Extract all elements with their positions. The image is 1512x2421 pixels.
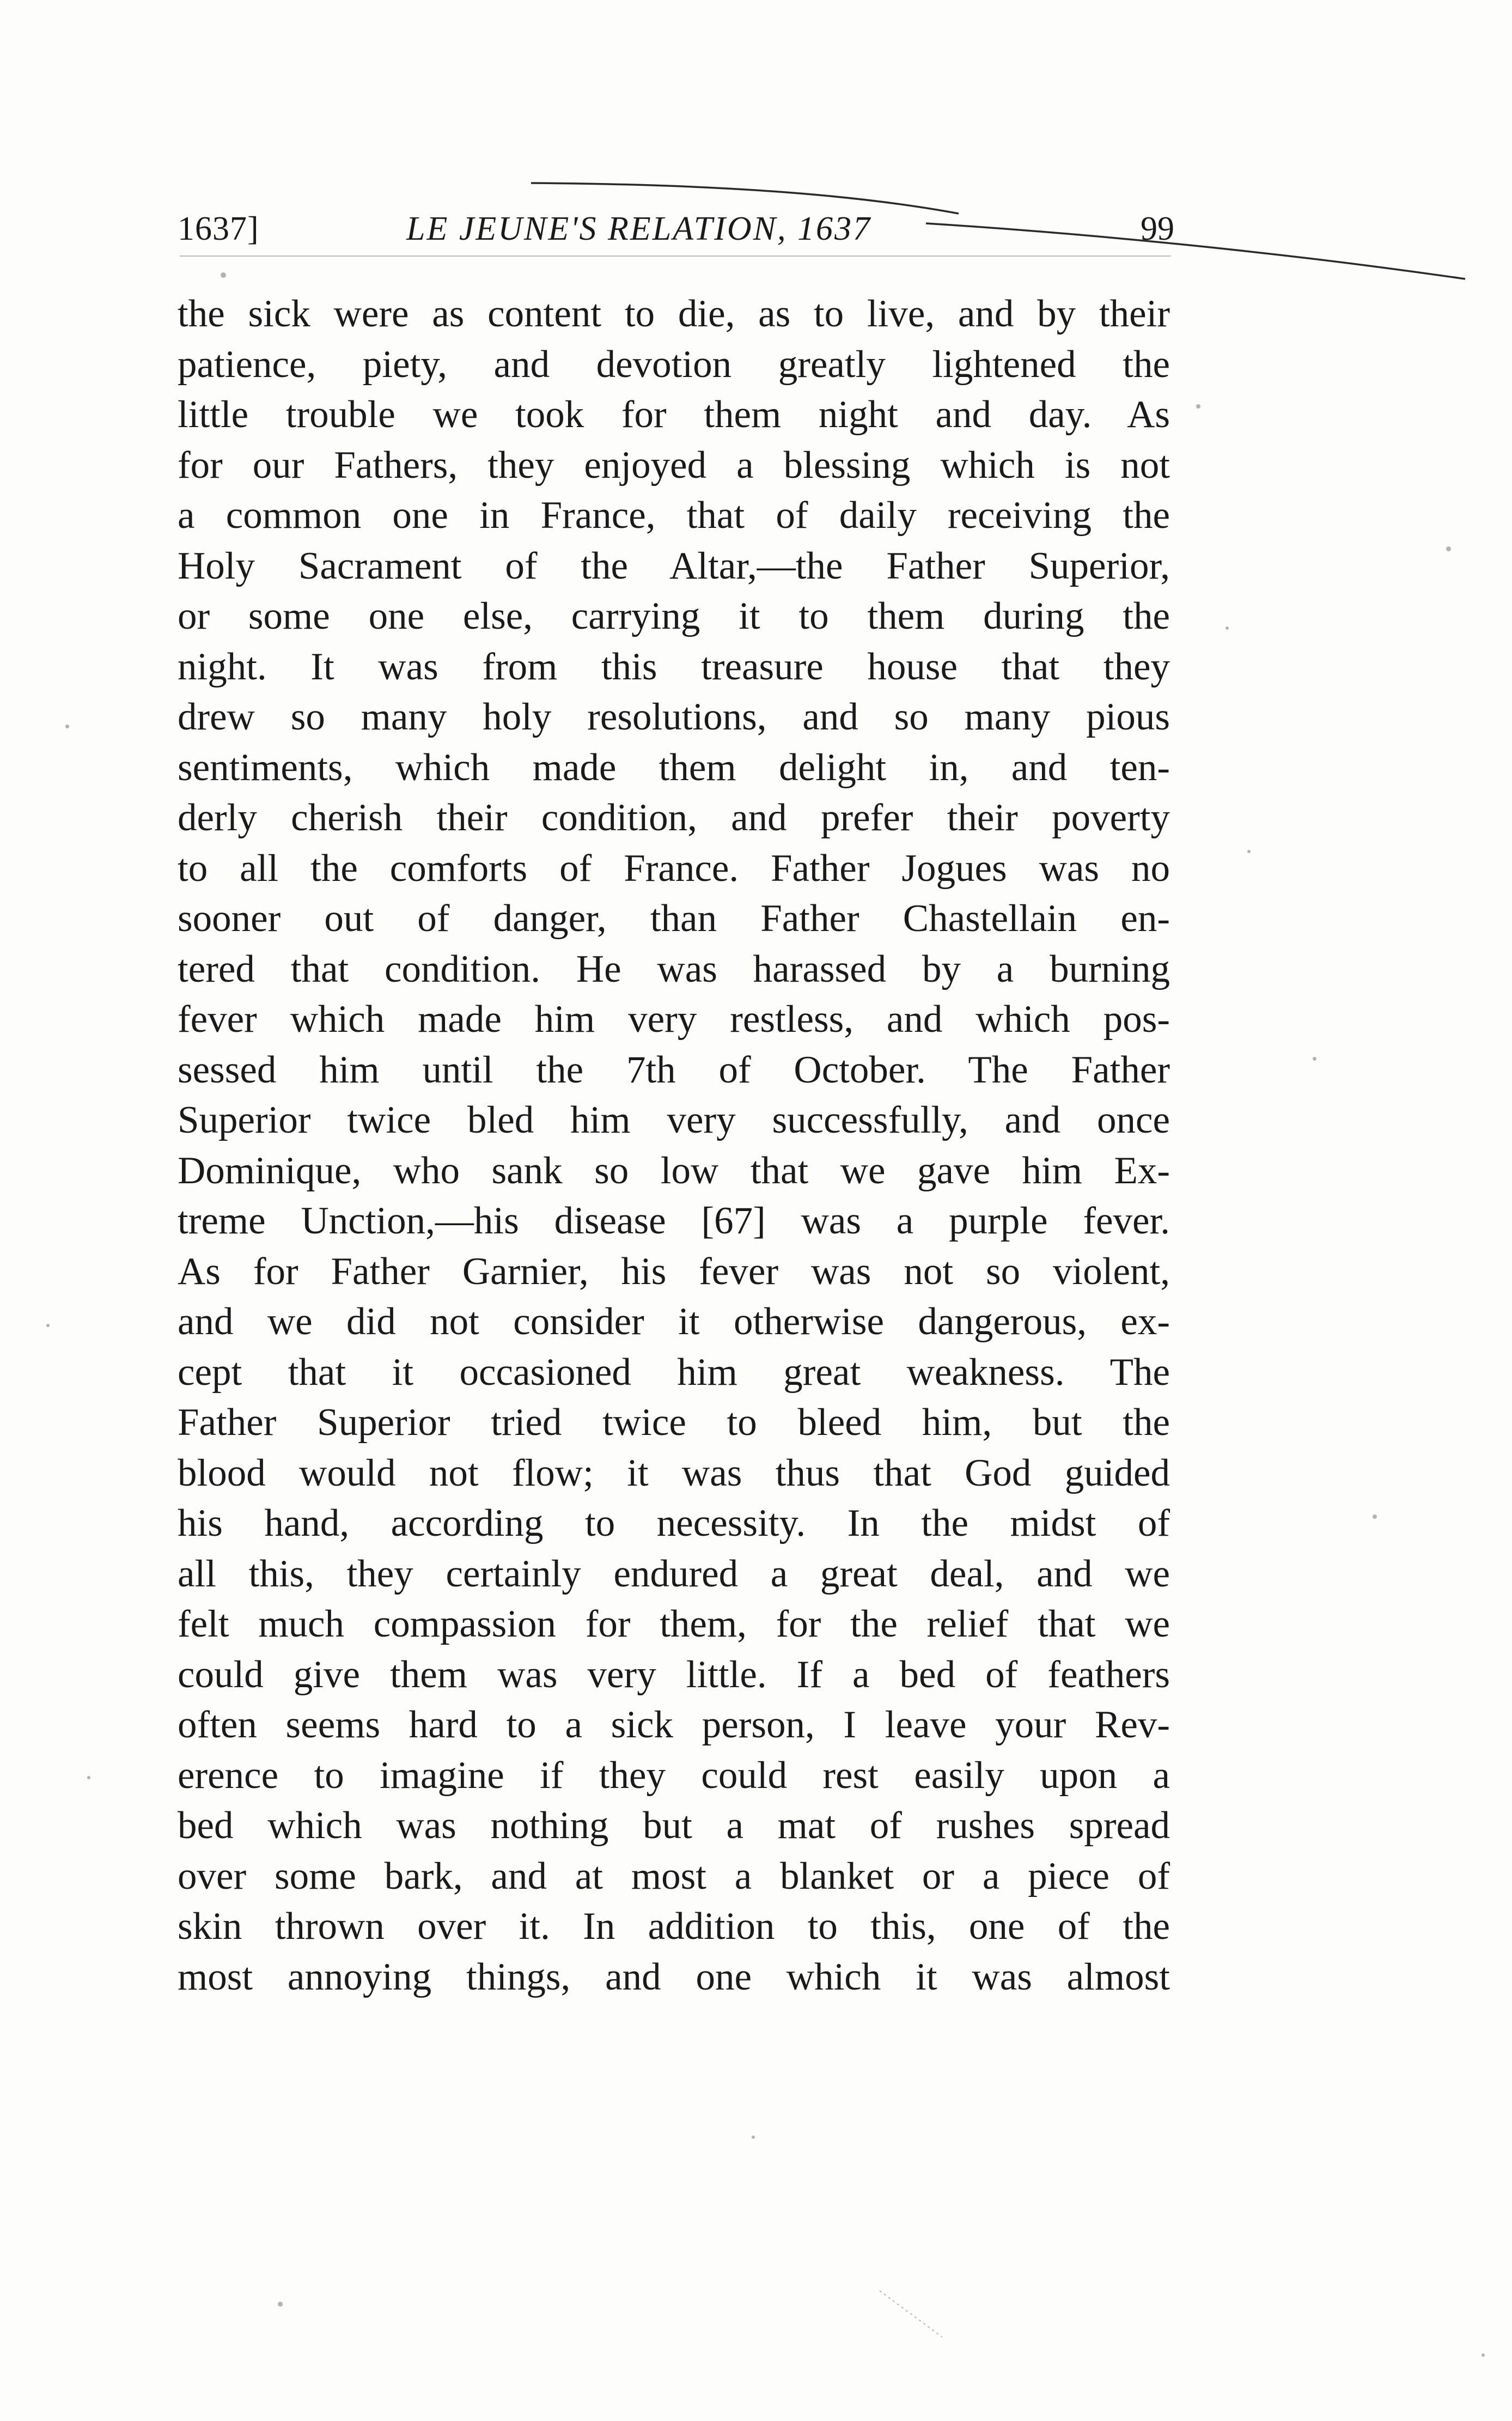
paper-speck [1481,2353,1485,2357]
text-line: Dominique, who sank so low that we gave him Ex- [178,1149,1170,1192]
paper-speck [87,1776,90,1779]
text-line: most annoying things, and one which it was almost [178,1955,1170,1998]
text-line: Superior twice bled him very successfully, and once [178,1099,1170,1141]
text-line: Father Superior tried twice to bleed him, but the [178,1401,1170,1444]
text-line: sooner out of danger, than Father Chastellain en- [178,897,1170,940]
text-line: tered that condition. He was harassed by a burning [178,947,1170,990]
text-line: felt much compassion for them, for the relief that we [178,1603,1170,1645]
text-line: skin thrown over it. In addition to this, one of the [178,1905,1170,1948]
text-line: to all the comforts of France. Father Jogues was no [178,847,1170,890]
paper-speck [1226,626,1229,630]
text-line: bed which was nothing but a mat of rushes spread [178,1804,1170,1847]
paper-speck [278,2302,283,2307]
text-line: night. It was from this treasure house that they [178,645,1170,688]
text-line: could give them was very little. If a bed of feathers [178,1653,1170,1696]
text-line: sentiments, which made them delight in, and ten- [178,746,1170,789]
paper-speck [1196,404,1200,409]
page-number: 99 [1141,210,1174,247]
text-line: little trouble we took for them night and day. As [178,393,1170,436]
text-line: over some bark, and at most a blanket or a piece of [178,1854,1170,1897]
text-line: for our Fathers, they enjoyed a blessing which is not [178,443,1170,486]
paper-speck [221,272,226,278]
text-line: derly cherish their condition, and prefer their poverty [178,796,1170,839]
text-line: or some one else, carrying it to them during the [178,595,1170,637]
text-line: patience, piety, and devotion greatly lightened the [178,343,1170,386]
header-title: LE JEUNE'S RELATION, 1637 [406,210,872,247]
running-head [178,202,1174,256]
paper-speck [1373,1514,1377,1519]
text-line: often seems hard to a sick person, I leave your Rev- [178,1704,1170,1746]
text-line: and we did not consider it otherwise dangerous, ex- [178,1300,1170,1343]
paper-speck [1446,546,1451,551]
text-line: sessed him until the 7th of October. The Father [178,1048,1170,1091]
text-line: erence to imagine if they could rest easily upon a [178,1754,1170,1797]
text-line: the sick were as content to die, as to live, and by their [178,293,1170,335]
text-line: drew so many holy resolutions, and so many pious [178,696,1170,738]
text-line: treme Unction,—his disease [67] was a purple fever. [178,1200,1170,1242]
paper-speck [46,1324,50,1327]
text-line: fever which made him very restless, and which pos- [178,998,1170,1041]
body-text [178,289,1170,2002]
paper-speck [752,2136,755,2139]
text-line: Holy Sacrament of the Altar,—the Father Superior, [178,544,1170,587]
header-year: 1637] [178,210,259,247]
text-line: all this, they certainly endured a great deal, and we [178,1552,1170,1595]
text-line: a common one in France, that of daily receiving the [178,494,1170,537]
text-line: cept that it occasioned him great weakness. The [178,1351,1170,1394]
paper-speck [1247,850,1251,853]
paper-speck [65,725,69,728]
paper-speck [1313,1057,1316,1061]
text-line: his hand, according to necessity. In the midst of [178,1502,1170,1544]
text-line: blood would not flow; it was thus that God guided [178,1451,1170,1494]
text-line: As for Father Garnier, his fever was not so violent, [178,1250,1170,1293]
